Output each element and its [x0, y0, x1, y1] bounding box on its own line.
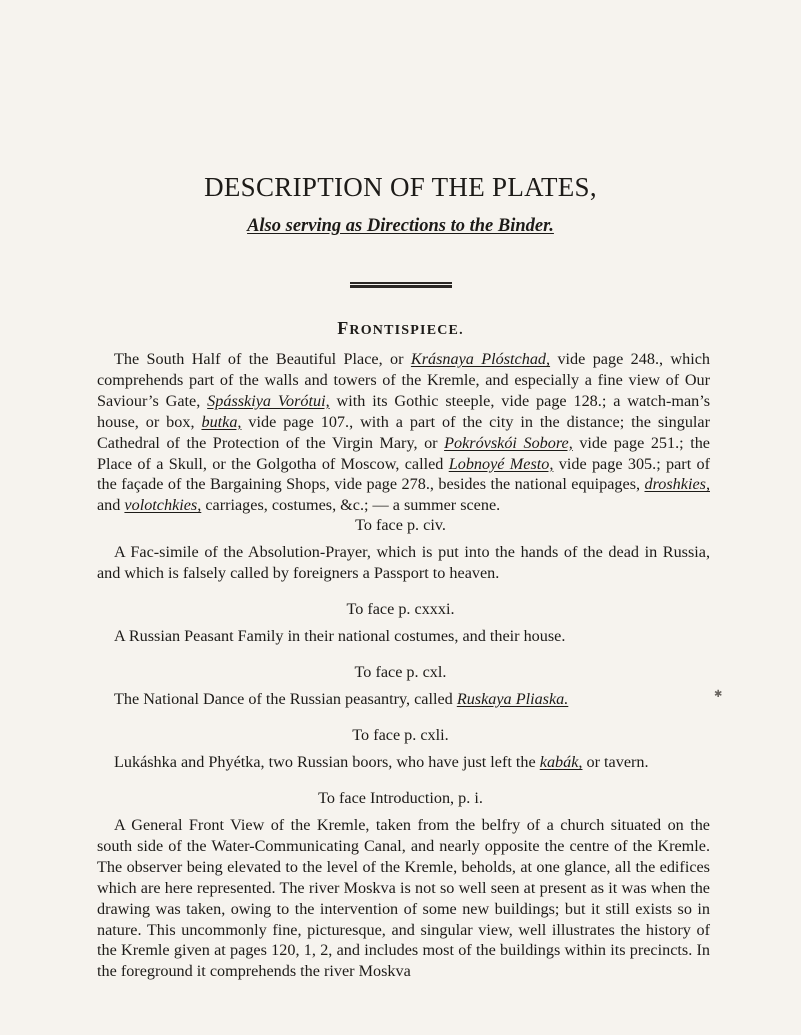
italic-term: Spásskiya Vorótui, — [207, 391, 330, 410]
frontispiece-heading — [0, 318, 801, 339]
subtitle-text: Also serving as Directions to the Binder. — [247, 216, 554, 236]
text-run: with its Gothic steeple, vide page 128.; a watch-man’s house, or box, — [97, 391, 711, 431]
italic-term: Krásnaya Plóstchad, — [410, 350, 551, 368]
italic-term: Pokróvskói Sobore, — [444, 433, 573, 452]
page-title: DESCRIPTION OF THE PLATES, — [204, 172, 597, 202]
text-run: The South Half of the Beautiful Place, or — [114, 350, 411, 368]
plate-placement: To face p. cxli. — [352, 726, 449, 744]
plate-description: A General Front View of the Kremle, taken from the belfry of a church situated on the south side of the Water-Communicating Canal, and nearly opposite the centre of the Kremle. The observer being elevated to the level of the Kremle, beholds, at one glance, all the edifices which are here represented. The river Moskva is not so well seen at present as it was when the drawing was taken, owing to the intervention of some new buildings; but it still exists so in nature. This uncommonly fine, picturesque, and singular view, well illustrates the history of the Kremle given at pages 120, 1, 2, and includes most of the buildings within its precincts. In the foreground it comprehends the river Moskva — [97, 816, 710, 981]
text-run: vide page 248., which comprehends part of the walls and towers of the Kremle, and especially a fine view of Our Saviour’s Gate, — [97, 350, 710, 410]
plate-description — [97, 752, 710, 773]
plate-description: A Russian Peasant Family in their national costumes, and their house. — [114, 627, 566, 645]
divider-rule-thin — [350, 282, 452, 284]
italic-term: volotchkies, — [124, 496, 202, 515]
text-run: vide page 305.; part of the façade of the Bargaining Shops, vide page 278., besides the national equipages, — [97, 454, 711, 494]
plate-placement: To face Introduction, p. i. — [318, 789, 483, 807]
page-subtitle — [0, 216, 801, 237]
text-run: carriages, costumes, &c.; — a summer scene. — [201, 496, 501, 515]
italic-term: Ruskaya Pliaska. — [456, 690, 569, 708]
paper-speck: ✱ — [714, 689, 723, 700]
text-run: The National Dance of the Russian peasantry, called — [114, 690, 457, 708]
frontispiece-description — [97, 349, 710, 516]
divider-rule-thick — [350, 285, 452, 288]
italic-term: Lobnoyé Mesto, — [448, 454, 554, 473]
plate-description: A Fac-simile of the Absolution-Prayer, which is put into the hands of the dead in Russia, and which is falsely called by foreigners a Passport to heaven. — [97, 543, 710, 582]
text-run: vide page 107., with a part of the city in the distance; the singular Cathedral of the Protection of the Virgin Mary, or — [97, 412, 711, 452]
frontispiece-heading-initial: F — [337, 318, 350, 338]
plate-placement: To face p. cxxxi. — [346, 600, 455, 618]
italic-term: butka, — [201, 412, 242, 431]
text-run: Lukáshka and Phyétka, two Russian boors, who have just left the — [114, 753, 540, 771]
plate-placement: To face p. civ. — [355, 516, 446, 534]
plate-placement: To face p. cxl. — [354, 663, 447, 681]
frontispiece-heading-rest: RONTISPIECE. — [349, 323, 464, 338]
italic-term: droshkies, — [644, 475, 710, 494]
text-run: and — [97, 496, 125, 515]
italic-term: kabák, — [539, 753, 583, 771]
text-run: or tavern. — [582, 753, 649, 771]
plate-description — [97, 689, 710, 710]
text-run: vide page 251.; the Place of a Skull, or the Golgotha of Moscow, called — [97, 433, 710, 473]
